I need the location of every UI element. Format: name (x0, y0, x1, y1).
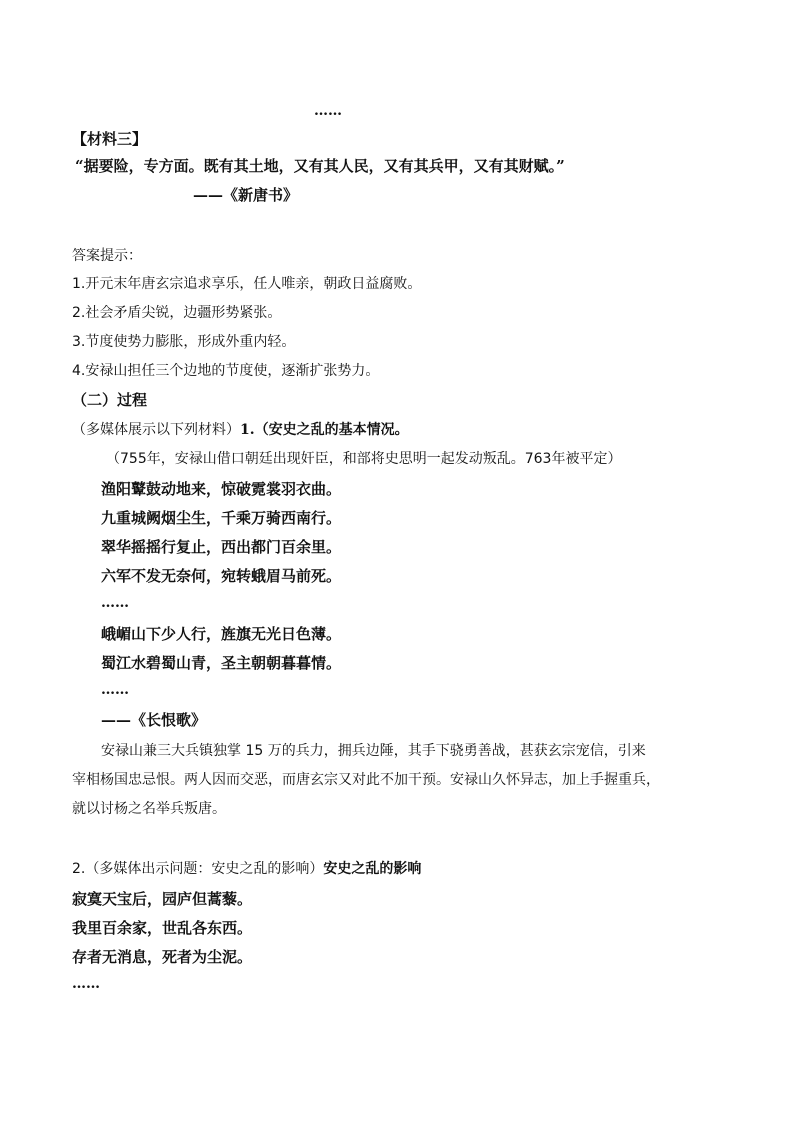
poem-line: 蜀江水碧蜀山青，圣主朝朝暮暮情。 (101, 654, 342, 672)
ellipsis-top: …… (314, 103, 342, 119)
paragraph-line: 安禄山兼三大兵镇独掌 15 万的兵力，拥兵边陲，其手下骁勇善战，甚获玄宗宠信，引来 (101, 743, 646, 759)
poem-ellipsis: …… (101, 595, 129, 611)
process-item-1-prefix: （多媒体展示以下列材料） (72, 422, 240, 438)
process-item-1-title: 1.（安史之乱的基本情况。 (240, 422, 409, 438)
paragraph-line: 就以讨杨之名举兵叛唐。 (72, 801, 226, 817)
material-three-title: 【材料三】 (72, 130, 148, 148)
poem-line: 寂寞天宝后，园庐但蒿藜。 (72, 890, 253, 908)
material-three-quote: “据要险，专方面。既有其土地，又有其人民，又有其兵甲，又有其财赋。” (75, 157, 565, 175)
process-heading: （二）过程 (72, 391, 148, 409)
poem-line: 峨嵋山下少人行，旌旗无光日色薄。 (101, 625, 342, 643)
poem-line: 我里百余家，世乱各东西。 (72, 919, 253, 937)
poem-ellipsis: …… (72, 976, 100, 992)
answer-item-4: 4.安禄山担任三个边地的节度使，逐渐扩张势力。 (72, 363, 380, 379)
poem-ellipsis: …… (101, 682, 129, 698)
poem-source: ——《长恨歌》 (101, 711, 207, 729)
process-item-2-prefix: 2.（多媒体出示问题：安史之乱的影响） (72, 861, 324, 877)
poem-line: 六军不发无奈何，宛转蛾眉马前死。 (101, 567, 342, 585)
poem-line: 存者无消息，死者为尘泥。 (72, 948, 253, 966)
poem-line: 九重城阙烟尘生，千乘万骑西南行。 (101, 509, 342, 527)
paragraph-line: 宰相杨国忠忌恨。两人因而交恶，而唐玄宗又对此不加干预。安禄山久怀异志，加上手握重兵， (72, 772, 660, 788)
poem-line: 翠华摇摇行复止，西出都门百余里。 (101, 538, 342, 556)
process-item-1-note: （755年，安禄山借口朝廷出现奸臣，和部将史思明一起发动叛乱。763年被平定） (106, 451, 622, 467)
process-item-1 (72, 423, 409, 437)
answer-item-1: 1.开元末年唐玄宗追求享乐，任人唯亲，朝政日益腐败。 (72, 276, 422, 292)
poem-line: 渔阳鼙鼓动地来，惊破霓裳羽衣曲。 (101, 480, 342, 498)
process-item-2 (72, 862, 421, 876)
answer-item-2: 2.社会矛盾尖锐，边疆形势紧张。 (72, 305, 282, 321)
answers-heading: 答案提示： (72, 248, 142, 264)
material-three-source: ——《新唐书》 (193, 186, 299, 204)
answer-item-3: 3.节度使势力膨胀，形成外重内轻。 (72, 334, 296, 350)
process-item-2-title: 安史之乱的影响 (323, 861, 422, 877)
